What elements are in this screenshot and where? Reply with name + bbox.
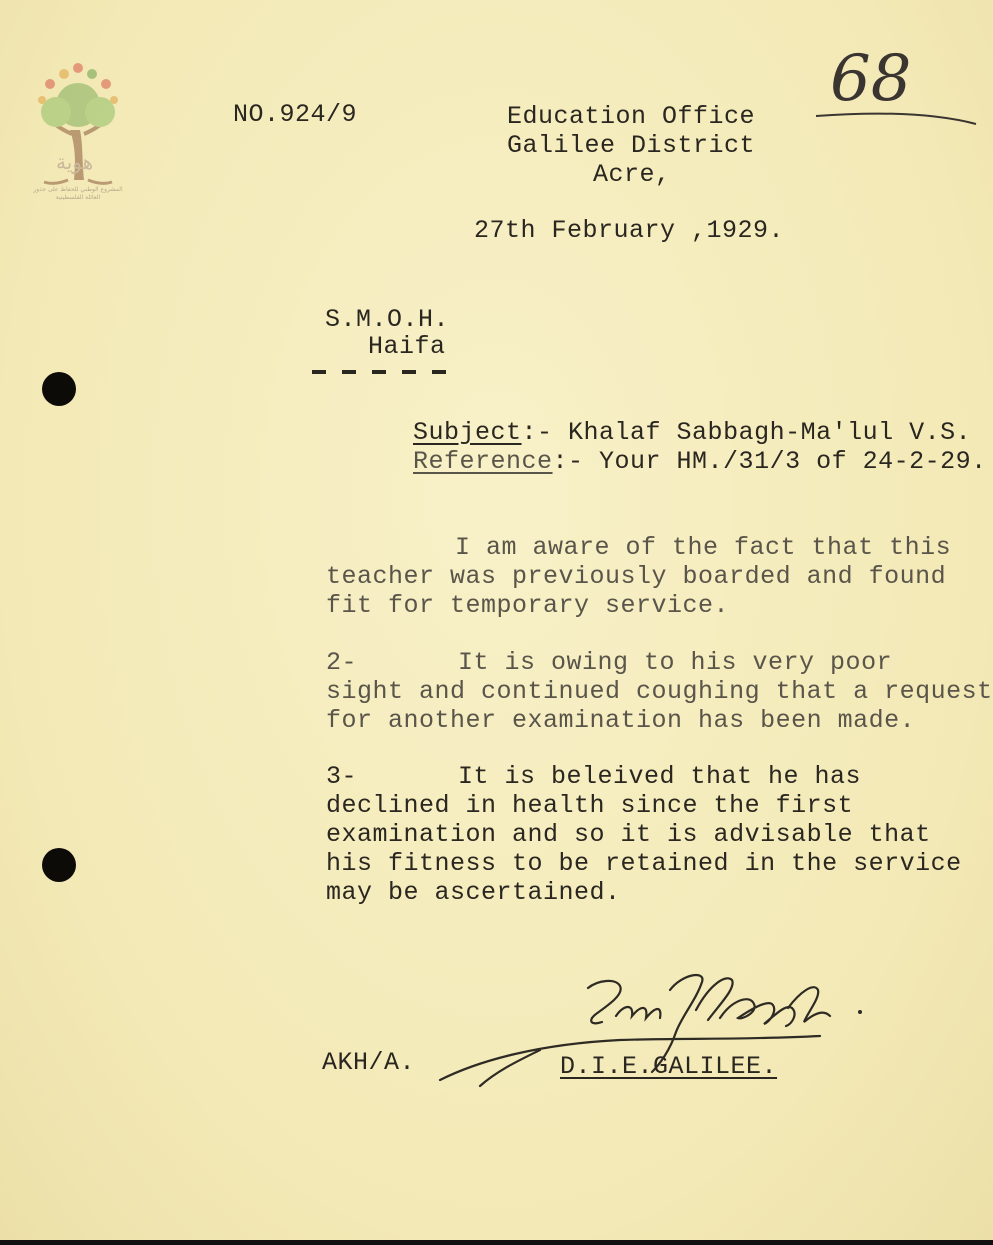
separator-dashes xyxy=(312,370,462,376)
para2-line3: for another examination has been made. xyxy=(326,706,916,735)
para3-number: 3- xyxy=(326,762,358,791)
para3-line2: declined in health since the first xyxy=(326,791,854,820)
para1-line1: I am aware of the fact that this xyxy=(455,533,952,562)
reference-number: NO.924/9 xyxy=(233,100,358,129)
office-name: Education Office xyxy=(507,102,756,131)
signatory-title: D.I.E.GALILEE. xyxy=(560,1052,778,1081)
para2-number: 2- xyxy=(326,648,358,677)
office-city: Acre, xyxy=(593,160,671,189)
addressee-city: Haifa xyxy=(368,332,446,361)
reference-text: :- Your HM./31/3 of 24-2-29. xyxy=(552,447,987,476)
reference-label: Reference xyxy=(413,447,553,476)
para3-line1: It is beleived that he has xyxy=(458,762,862,791)
addressee-title: S.M.O.H. xyxy=(325,305,450,334)
subject-text: :- Khalaf Sabbagh-Ma'lul V.S. xyxy=(521,418,972,447)
para2-line1: It is owing to his very poor xyxy=(458,648,893,677)
scan-edge xyxy=(0,1240,993,1245)
para1-line3: fit for temporary service. xyxy=(326,591,730,620)
subject-line xyxy=(413,418,971,447)
punch-hole-bottom xyxy=(42,848,76,882)
logo-arabic-name: هوية xyxy=(56,150,94,174)
subject-label: Subject xyxy=(413,418,522,447)
reference-line xyxy=(413,447,987,476)
punch-hole-top xyxy=(42,372,76,406)
para2-line2: sight and continued coughing that a request xyxy=(326,677,993,706)
typist-initials: AKH/A. xyxy=(322,1048,416,1077)
letter-date: 27th February ,1929. xyxy=(474,216,785,245)
folio-number: 68 xyxy=(830,42,912,116)
para3-line5: may be ascertained. xyxy=(326,878,621,907)
office-district: Galilee District xyxy=(507,131,756,160)
para3-line3: examination and so it is advisable that xyxy=(326,820,931,849)
para3-line4: his fitness to be retained in the service xyxy=(326,849,962,878)
logo-caption: المشروع الوطني للحفاظ على جذور العائلة الفلسطينية xyxy=(33,186,123,201)
folio-number-mark xyxy=(800,28,990,138)
para1-line2: teacher was previously boarded and found xyxy=(326,562,947,591)
